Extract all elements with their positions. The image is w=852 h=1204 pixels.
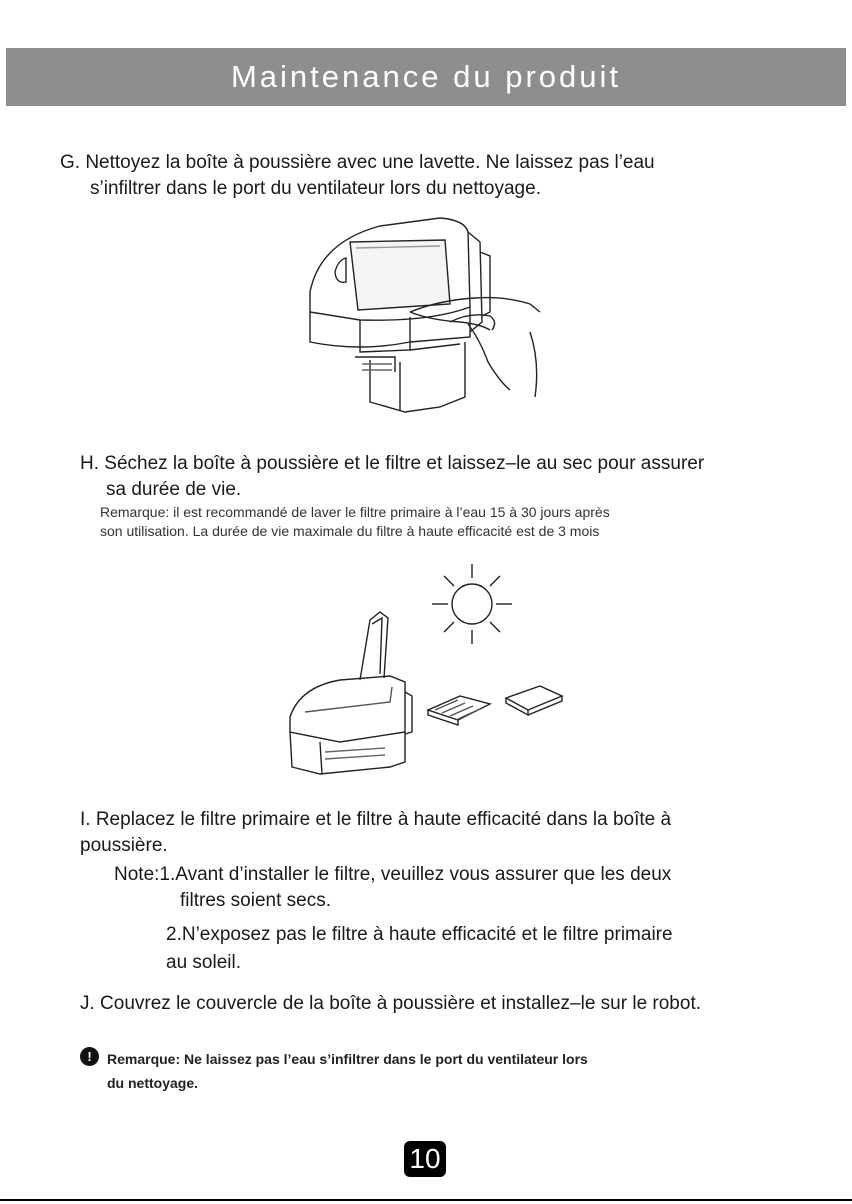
sun-icon (432, 564, 512, 644)
dust-box-cleaning-illustration (300, 212, 550, 417)
step-i-note2-line1: 2.N’exposez pas le filtre à haute efficacité et le filtre primaire (166, 924, 673, 945)
drying-filters-illustration (280, 562, 580, 777)
exclamation-circle-icon: ! (80, 1047, 99, 1066)
step-g-line1: G. Nettoyez la boîte à poussière avec une lavette. Ne laissez pas l’eau (60, 152, 655, 173)
page-title: Maintenance du produit (230, 59, 621, 94)
step-h-remark-line1: Remarque: il est recommandé de laver le filtre primaire à l’eau 15 à 30 jours après (100, 504, 610, 520)
bottom-rule (0, 1199, 852, 1201)
step-h-line1: H. Séchez la boîte à poussière et le filtre et laissez–le au sec pour assurer (80, 453, 705, 474)
step-i-line1: I. Replacez le filtre primaire et le filtre à haute efficacité dans la boîte à (80, 809, 672, 830)
step-h-line2: sa durée de vie. (106, 479, 242, 500)
warning-line2: du nettoyage. (107, 1075, 199, 1091)
step-h-remark-line2: son utilisation. La durée de vie maximale du filtre à haute efficacité est de 3 mois (100, 523, 600, 539)
page-number: 10 (404, 1141, 446, 1177)
step-i-note2-line2: au soleil. (166, 952, 241, 973)
step-i-line2: poussière. (80, 835, 168, 856)
page-title-bar (6, 48, 846, 106)
step-i-note1-line1: Note:1.Avant d’installer le filtre, veuillez vous assurer que les deux (114, 864, 672, 885)
step-i-note1-line2: filtres soient secs. (180, 890, 331, 911)
step-j-line1: J. Couvrez le couvercle de la boîte à poussière et installez–le sur le robot. (80, 993, 701, 1014)
step-g-line2: s’infiltrer dans le port du ventilateur lors du nettoyage. (90, 178, 541, 199)
warning-line1: Remarque: Ne laissez pas l’eau s’infiltrer dans le port du ventilateur lors (107, 1051, 588, 1067)
warning-remark (107, 1047, 707, 1095)
